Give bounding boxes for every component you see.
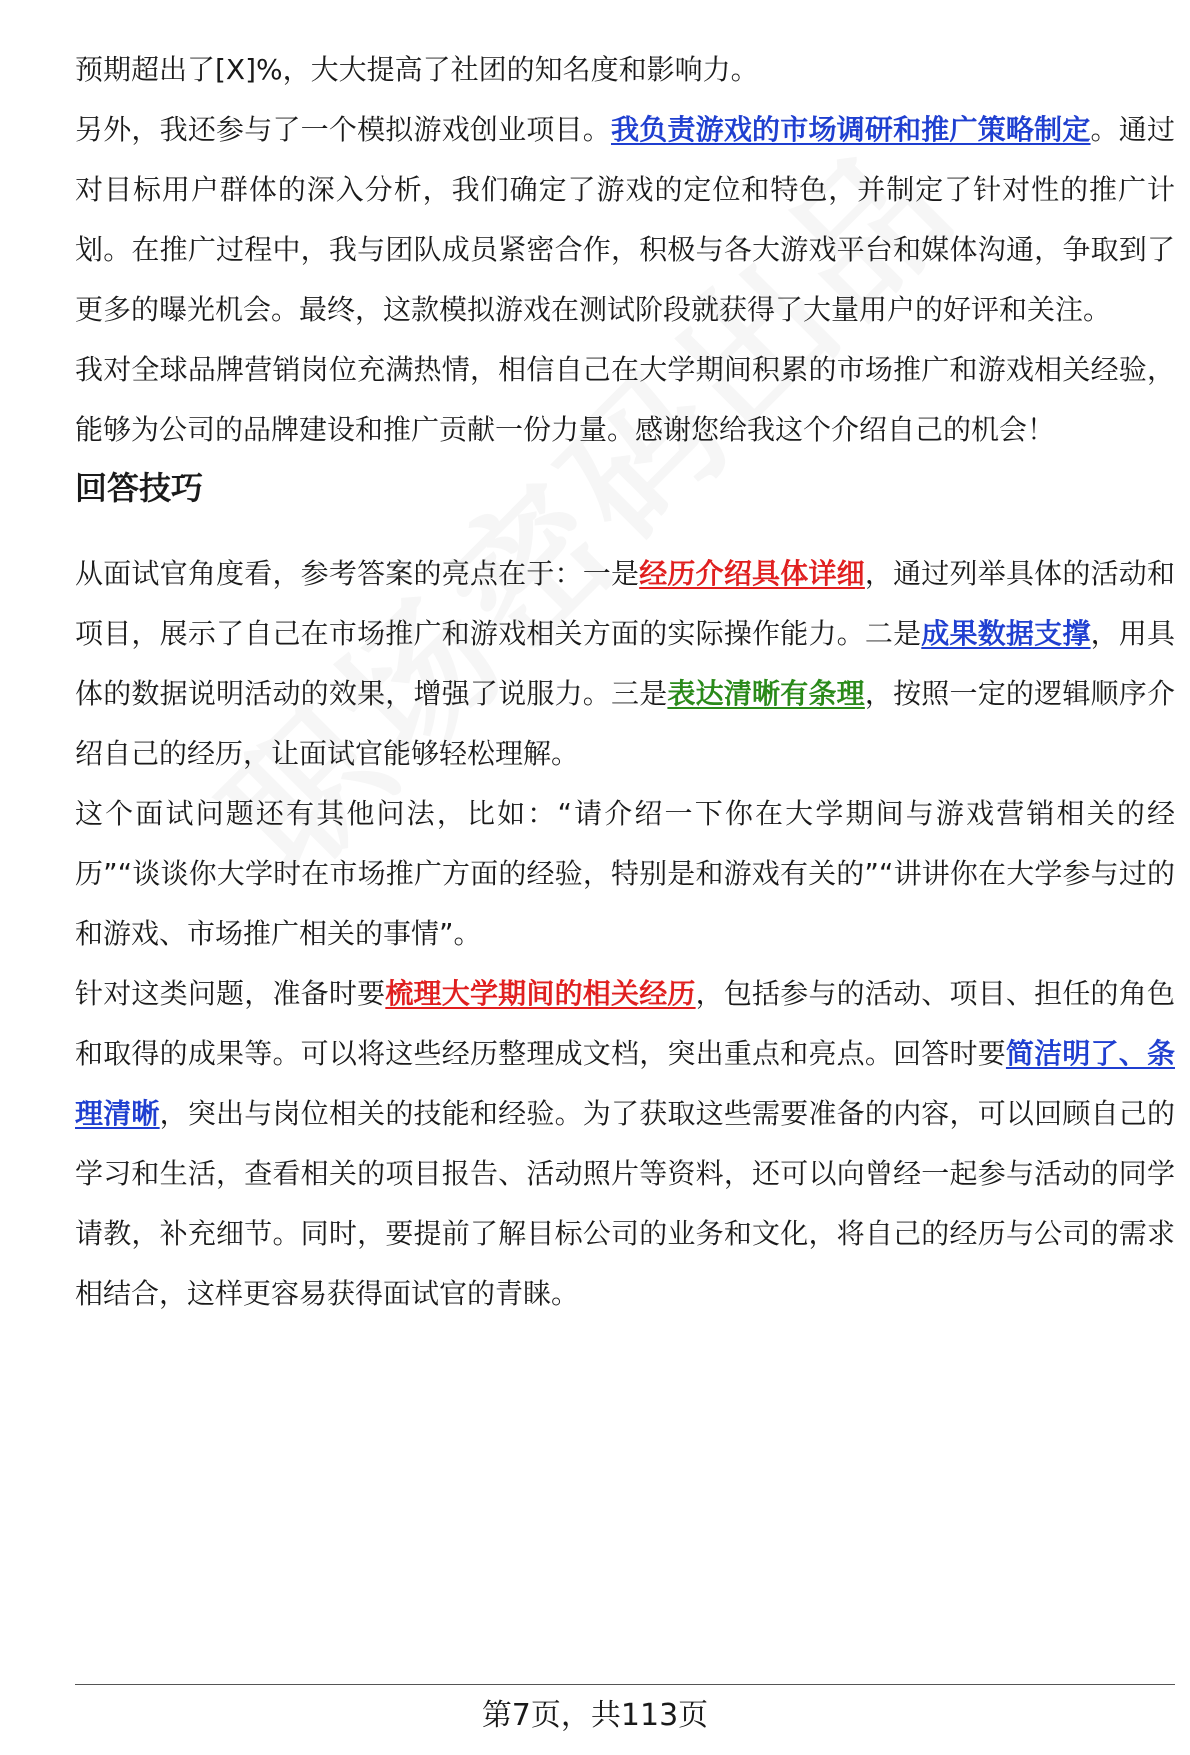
highlight-detailed-experience: 经历介绍具体详细: [639, 557, 865, 590]
text-segment: ，用具体的数据说明活动的效果，增强了说服力。三是: [75, 617, 1175, 710]
text-segment: 从面试官角度看，参考答案的亮点在于：一是: [75, 557, 640, 590]
text-segment: 针对这类问题，准备时要: [75, 977, 386, 1010]
paragraph-club-result: 预期超出了[X]%，大大提高了社团的知名度和影响力。: [75, 53, 759, 86]
highlight-market-research: 我负责游戏的市场调研和推广策略制定: [610, 113, 1091, 146]
text-segment: 。通过对目标用户群体的深入分析，我们确定了游戏的定位和特色，并制定了针对性的推广计划。在推广过程中，我与团队成员紧密合作，积极与各大游戏平台和媒体沟通，争取到了更多的曝光机会。最终，这款模拟游戏在测试阶段就获得了大量用户的好评和关注。: [75, 113, 1175, 326]
paragraph-highlights: [75, 544, 1175, 784]
text-segment: ，包括参与的活动、项目、担任的角色和取得的成果等。可以将这些经历整理成文档，突出重点和亮点。回答时要: [75, 977, 1175, 1070]
highlight-data-support: 成果数据支撑: [921, 617, 1091, 650]
paragraph-alternative-questions: 这个面试问题还有其他问法，比如：“请介绍一下你在大学期间与游戏营销相关的经历”“谈谈你大学时在市场推广方面的经验，特别是和游戏有关的”“讲讲你在大学参与过的和游戏、市场推广相关的事情”。: [75, 797, 1175, 950]
text-segment: ，按照一定的逻辑顺序介绍自己的经历，让面试官能够轻松理解。: [75, 677, 1175, 770]
text-segment: ，突出与岗位相关的技能和经验。为了获取这些需要准备的内容，可以回顾自己的学习和生活，查看相关的项目报告、活动照片等资料，还可以向曾经一起参与活动的同学请教，补充细节。同时，要提前了解目标公司的业务和文化，将自己的经历与公司的需求相结合，这样更容易获得面试官的青睐。: [75, 1097, 1175, 1310]
page-number-footer: 第7页，共113页: [481, 1698, 709, 1733]
highlight-clear-expression: 表达清晰有条理: [667, 677, 865, 710]
highlight-sort-experience: 梳理大学期间的相关经历: [385, 977, 696, 1010]
text-segment: ，通过列举具体的活动和项目，展示了自己在市场推广和游戏相关方面的实际操作能力。二是: [75, 557, 1175, 650]
document-body: [75, 40, 1175, 1324]
footer-divider: [75, 1684, 1175, 1685]
paragraph-closing: 我对全球品牌营销岗位充满热情，相信自己在大学期间积累的市场推广和游戏相关经验，能够为公司的品牌建设和推广贡献一份力量。感谢您给我这个介绍自己的机会！: [75, 353, 1175, 446]
section-heading-answer-tips: 回答技巧: [75, 469, 204, 507]
highlight-concise-clear: 简洁明了、条理清晰: [75, 1037, 1175, 1130]
paragraph-game-project: [75, 100, 1175, 340]
paragraph-preparation: [75, 964, 1175, 1324]
text-segment: 另外，我还参与了一个模拟游戏创业项目。: [75, 113, 611, 146]
